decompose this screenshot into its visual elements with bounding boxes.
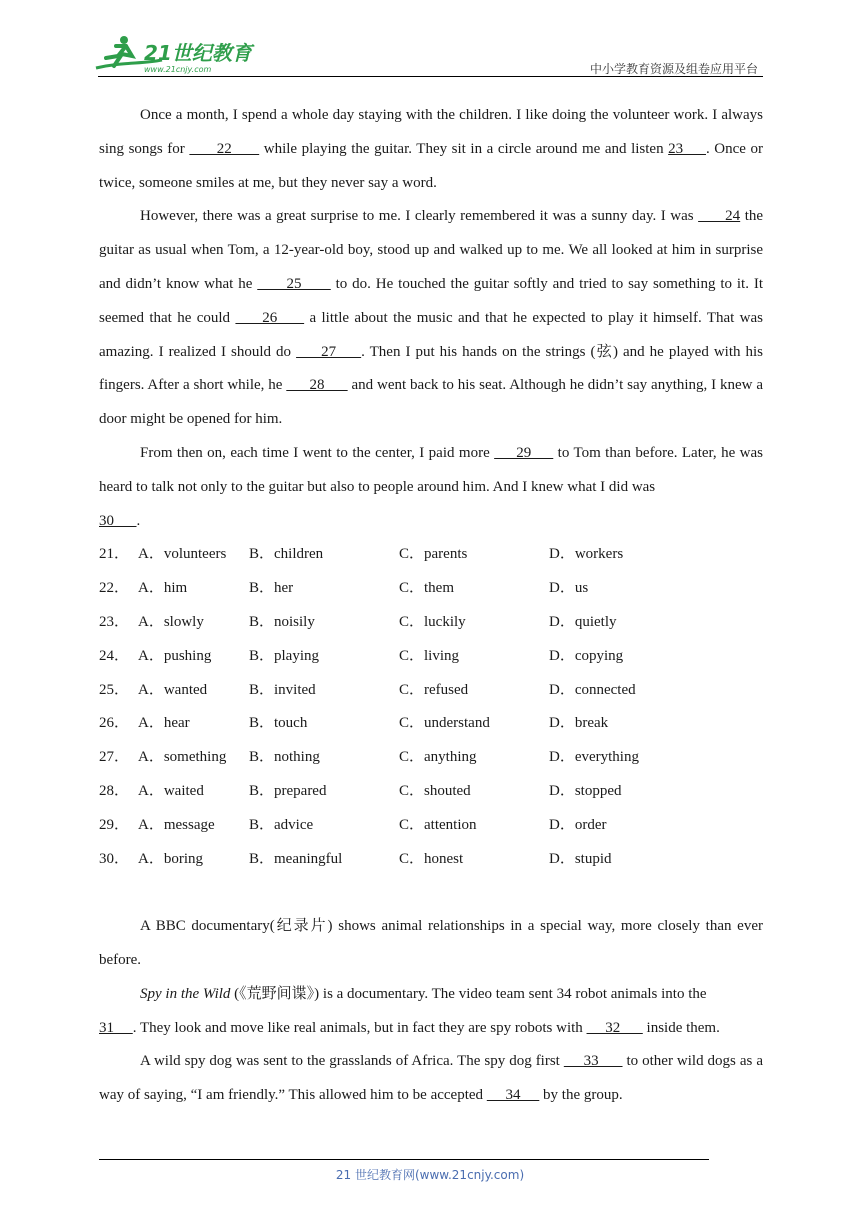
option-d[interactable]: D．us: [549, 580, 589, 597]
option-c[interactable]: C．attention: [399, 816, 477, 833]
question-row: [99, 640, 763, 674]
option-c[interactable]: C．understand: [399, 715, 490, 732]
page-header: [0, 0, 860, 80]
option-b[interactable]: B．her: [249, 580, 294, 597]
option-b[interactable]: B．playing: [249, 647, 319, 664]
passage2-paragraph1: A BBC documentary(纪录片) shows animal relationships in a special way, more closely than ever before.: [99, 918, 763, 968]
question-row: [99, 809, 763, 843]
option-c[interactable]: C．luckily: [399, 613, 466, 630]
option-a[interactable]: A．waited: [138, 782, 204, 799]
question-row: [99, 775, 763, 809]
passage1-paragraph2: However, there was a great surprise to me. I clearly remembered it was a sunny day. I was 24 the guitar as usual when Tom, a 12-year-old boy, stood up and walked up to me. We all looked at him in surprise and didn’t know what he 25 to do. He touched the guitar softly and tried to say something to it. It seemed that he could 26 a little about the music and that he expected to play it himself. That was amazing. I realized I should do 27 . Then I put his hands on the strings (弦) and he played with his fingers. After a short while, he 28 and went back to his seat. Although he didn’t say anything, I knew a door might be opened for him.: [99, 208, 764, 428]
question-row: [99, 674, 763, 708]
option-c[interactable]: C．honest: [399, 850, 464, 867]
option-c[interactable]: C．shouted: [399, 782, 471, 799]
header-platform-title: 中小学教育资源及组卷应用平台: [589, 62, 758, 76]
option-b[interactable]: B．touch: [249, 715, 308, 732]
option-d[interactable]: D．workers: [549, 546, 624, 563]
blank-30: 30: [99, 512, 137, 529]
question-number: 29．: [99, 816, 130, 833]
option-c[interactable]: C．parents: [399, 546, 468, 563]
question-row: [99, 741, 763, 775]
option-a[interactable]: A．him: [138, 580, 188, 597]
option-a[interactable]: A．volunteers: [138, 546, 227, 563]
option-d[interactable]: D．connected: [549, 681, 636, 698]
option-b[interactable]: B．nothing: [249, 749, 320, 766]
question-number: 22．: [99, 580, 130, 597]
blank-29: 29: [494, 444, 554, 461]
question-number: 28．: [99, 782, 130, 799]
option-d[interactable]: D．everything: [549, 749, 639, 766]
page-footer[interactable]: 21 世纪教育网(www.21cnjy.com): [335, 1168, 525, 1182]
blank-22: 22: [189, 140, 260, 157]
question-row: [99, 606, 763, 640]
option-b[interactable]: B．invited: [249, 681, 316, 698]
question-number: 23．: [99, 613, 130, 630]
footer-divider: [99, 1159, 709, 1160]
runner-logo-icon: [92, 34, 262, 78]
options-list: [99, 538, 763, 876]
option-c[interactable]: C．anything: [399, 749, 477, 766]
passage2-paragraph2-cont: 31 . They look and move like real animals, but in fact they are spy robots with 32 inside them.: [99, 1019, 720, 1036]
option-d[interactable]: D．copying: [549, 647, 624, 664]
option-b[interactable]: B．advice: [249, 816, 314, 833]
question-number: 27．: [99, 749, 130, 766]
option-d[interactable]: D．break: [549, 715, 609, 732]
blank-24: 24: [698, 208, 741, 225]
question-row: [99, 707, 763, 741]
document-body: [99, 99, 763, 1113]
blank-34: 34: [486, 1087, 540, 1104]
option-d[interactable]: D．order: [549, 816, 607, 833]
option-b[interactable]: B．prepared: [249, 782, 327, 799]
option-b[interactable]: B．children: [249, 546, 324, 563]
blank-27: 27: [296, 343, 362, 360]
question-number: 30．: [99, 850, 130, 867]
header-divider: [98, 76, 763, 77]
passage1-paragraph1: Once a month, I spend a whole day staying with the children. I like doing the volunteer work. I always sing songs for 22 while playing the guitar. They sit in a circle around me and listen 23 . Once or twice, someone smiles at me, but they never say a word.: [99, 107, 764, 191]
option-d[interactable]: D．stupid: [549, 850, 612, 867]
option-d[interactable]: D．stopped: [549, 782, 622, 799]
passage1-paragraph3: From then on, each time I went to the center, I paid more 29 to Tom than before. Later, he was heard to talk not only to the guitar but also to people around him. And I knew what I did was: [99, 444, 763, 495]
blank-25: 25: [257, 275, 331, 292]
question-number: 21．: [99, 546, 130, 563]
site-logo[interactable]: [92, 34, 262, 78]
blank-33: 33: [563, 1053, 623, 1070]
option-c[interactable]: C．living: [399, 647, 460, 664]
option-a[interactable]: A．boring: [138, 850, 203, 867]
option-b[interactable]: B．meaningful: [249, 850, 343, 867]
question-row: [99, 572, 763, 606]
option-a[interactable]: A．hear: [138, 715, 190, 732]
option-a[interactable]: A．message: [138, 816, 215, 833]
blank-23: 23: [668, 140, 706, 157]
logo-text: 21世纪教育: [144, 41, 252, 65]
option-a[interactable]: A．pushing: [138, 647, 212, 664]
passage2-paragraph2: Spy in the Wild (《荒野间谍》) is a documentary. The video team sent 34 robot animals into the: [140, 985, 707, 1002]
question-row: [99, 538, 763, 572]
option-c[interactable]: C．them: [399, 580, 454, 597]
question-number: 26．: [99, 715, 130, 732]
logo-url: www.21cnjy.com: [144, 65, 212, 74]
blank-26: 26: [235, 309, 305, 326]
section-gap: [99, 876, 763, 910]
option-a[interactable]: A．slowly: [138, 613, 204, 630]
option-a[interactable]: A．wanted: [138, 681, 208, 698]
blank-32: 32: [586, 1019, 643, 1036]
blank-31: 31: [99, 1019, 133, 1036]
question-number: 24．: [99, 647, 130, 664]
option-c[interactable]: C．refused: [399, 681, 469, 698]
option-d[interactable]: D．quietly: [549, 613, 617, 630]
option-a[interactable]: A．something: [138, 749, 227, 766]
documentary-title: Spy in the Wild: [140, 985, 231, 1002]
question-number: 25．: [99, 681, 130, 698]
passage2-paragraph3: A wild spy dog was sent to the grasslands of Africa. The spy dog first 33 to other wild dogs as a way of saying, “I am friendly.” This allowed him to be accepted 34 by the group.: [99, 1053, 763, 1104]
question-row: [99, 843, 763, 877]
blank-28: 28: [286, 377, 348, 394]
passage1-paragraph3-end: 30 .: [99, 512, 141, 529]
option-b[interactable]: B．noisily: [249, 613, 315, 630]
